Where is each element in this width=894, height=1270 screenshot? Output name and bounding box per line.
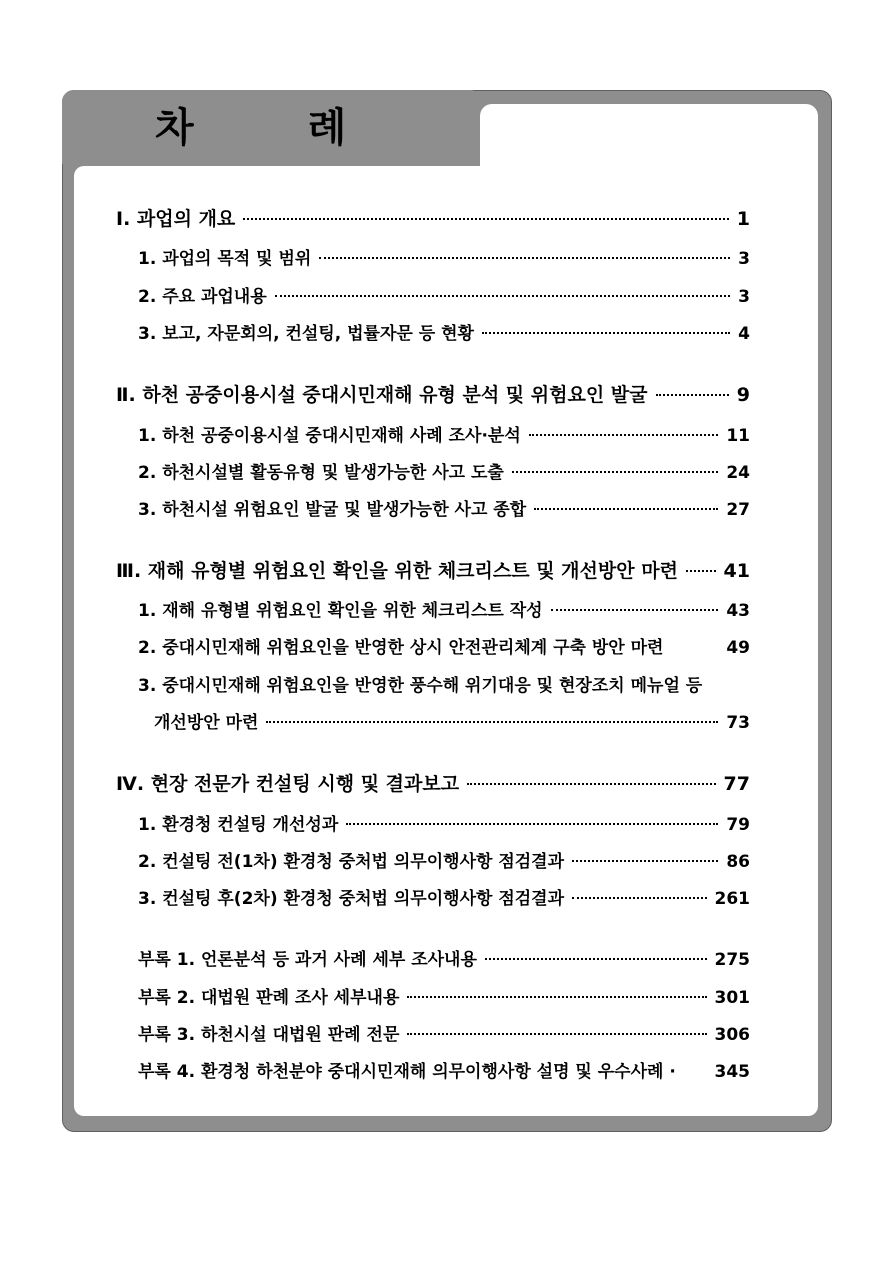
- toc-entry[interactable]: [116, 769, 750, 796]
- toc-entry-page: 86: [726, 852, 750, 872]
- toc-entry-page: 301: [714, 988, 750, 1008]
- toc-leader: [686, 570, 716, 572]
- toc-entry-page: 3: [738, 287, 750, 307]
- toc-entry[interactable]: [138, 633, 750, 658]
- toc-entry-page: 9: [736, 384, 750, 406]
- toc-entry-page: 79: [726, 815, 750, 835]
- toc-leader: [266, 721, 718, 723]
- toc-leader: [482, 332, 730, 334]
- toc-entry-page: 261: [714, 889, 750, 909]
- toc-entry-page: 4: [738, 324, 750, 344]
- toc-leader: [551, 609, 719, 611]
- toc-entry-label: 부록 4. 환경청 하천분야 중대시민재해 의무이행사항 설명 및 우수사례 ·: [138, 1062, 676, 1082]
- toc-entry-label: 1. 과업의 목적 및 범위: [138, 249, 312, 269]
- toc-entry-label: Ⅰ. 과업의 개요: [116, 208, 236, 230]
- toc-entry-label: Ⅲ. 재해 유형별 위험요인 확인을 위한 체크리스트 및 개선방안 마련: [116, 560, 678, 582]
- toc-entry[interactable]: [138, 1020, 750, 1045]
- toc-entry[interactable]: [154, 708, 750, 733]
- toc-entry-label: 2. 컨설팅 전(1차) 환경청 중처법 의무이행사항 점검결과: [138, 852, 565, 872]
- toc-entry[interactable]: [138, 458, 750, 483]
- toc-entry-page: 43: [726, 601, 750, 621]
- toc-leader: [572, 860, 718, 862]
- toc-entry[interactable]: [138, 244, 750, 269]
- toc-entry[interactable]: [138, 945, 750, 970]
- toc-entry[interactable]: [138, 596, 750, 621]
- toc-leader: [319, 257, 730, 259]
- toc-entry-page: 49: [726, 638, 750, 658]
- toc-entry-label: 2. 하천시설별 활동유형 및 발생가능한 사고 도출: [138, 463, 504, 483]
- toc-entry[interactable]: [138, 810, 750, 835]
- toc-entry-label: Ⅱ. 하천 공중이용시설 중대시민재해 유형 분석 및 위험요인 발굴: [116, 384, 648, 406]
- toc-entry-label: 1. 재해 유형별 위험요인 확인을 위한 체크리스트 작성: [138, 601, 543, 621]
- toc-leader: [485, 958, 707, 960]
- page-title: 차 례: [155, 105, 397, 151]
- toc-entry[interactable]: [116, 380, 750, 407]
- toc-entry-label: 2. 주요 과업내용: [138, 287, 267, 307]
- toc-entry-label: 3. 보고, 자문회의, 컨설팅, 법률자문 등 현황: [138, 324, 474, 344]
- toc-leader: [534, 508, 718, 510]
- toc-entry[interactable]: [138, 421, 750, 446]
- toc-entry-label: 3. 컨설팅 후(2차) 환경청 중처법 의무이행사항 점검결과: [138, 889, 565, 909]
- toc-entry-page: 306: [714, 1025, 750, 1045]
- toc-leader: [467, 783, 715, 785]
- toc-leader: [275, 295, 731, 297]
- toc-leader: [512, 471, 719, 473]
- toc-entry-page: 345: [714, 1062, 750, 1082]
- toc-entry[interactable]: [138, 847, 750, 872]
- toc-entry-page: 1: [736, 208, 750, 230]
- toc-entry-page: 41: [723, 560, 750, 582]
- toc-entry-label: 부록 3. 하천시설 대법원 판례 전문: [138, 1025, 400, 1045]
- toc-entry[interactable]: [138, 884, 750, 909]
- toc-entry-label: Ⅳ. 현장 전문가 컨설팅 시행 및 결과보고: [116, 773, 460, 795]
- toc-entry-label: 3. 하천시설 위험요인 발굴 및 발생가능한 사고 종합: [138, 500, 527, 520]
- toc-entry[interactable]: [116, 204, 750, 231]
- toc-entry[interactable]: [116, 556, 750, 583]
- toc-entry-label: 3. 중대시민재해 위험요인을 반영한 풍수해 위기대응 및 현장조치 메뉴얼 등: [138, 676, 703, 696]
- toc-entry-label: 1. 환경청 컨설팅 개선성과: [138, 815, 339, 835]
- toc-leader: [407, 996, 706, 998]
- toc-entry-page: 77: [723, 773, 750, 795]
- toc-leader: [243, 218, 728, 220]
- toc-entry-label: 개선방안 마련: [154, 713, 259, 733]
- toc-entry-page: 275: [714, 950, 750, 970]
- toc-entry-label: 부록 1. 언론분석 등 과거 사례 세부 조사내용: [138, 950, 477, 970]
- toc-entry[interactable]: [138, 319, 750, 344]
- toc-leader: [656, 394, 729, 396]
- toc-entry-page: 11: [726, 426, 750, 446]
- toc-leader: [572, 897, 706, 899]
- toc-entry-page: 27: [726, 500, 750, 520]
- toc-entry[interactable]: [138, 983, 750, 1008]
- toc-entry[interactable]: [138, 282, 750, 307]
- toc-entry-label: 2. 중대시민재해 위험요인을 반영한 상시 안전관리체계 구축 방안 마련: [138, 638, 664, 658]
- toc-leader: [346, 823, 718, 825]
- toc-entry-label: 부록 2. 대법원 판례 조사 세부내용: [138, 988, 400, 1008]
- toc-entry-label: 1. 하천 공중이용시설 중대시민재해 사례 조사·분석: [138, 426, 521, 446]
- toc-entry-page: 3: [738, 249, 750, 269]
- toc-leader: [407, 1033, 706, 1035]
- toc-entry-page: 73: [726, 713, 750, 733]
- toc-leader: [529, 434, 719, 436]
- toc-entry[interactable]: [138, 495, 750, 520]
- toc-entry[interactable]: [138, 1057, 750, 1082]
- toc-entry-page: 24: [726, 463, 750, 483]
- toc-entry[interactable]: [138, 671, 754, 696]
